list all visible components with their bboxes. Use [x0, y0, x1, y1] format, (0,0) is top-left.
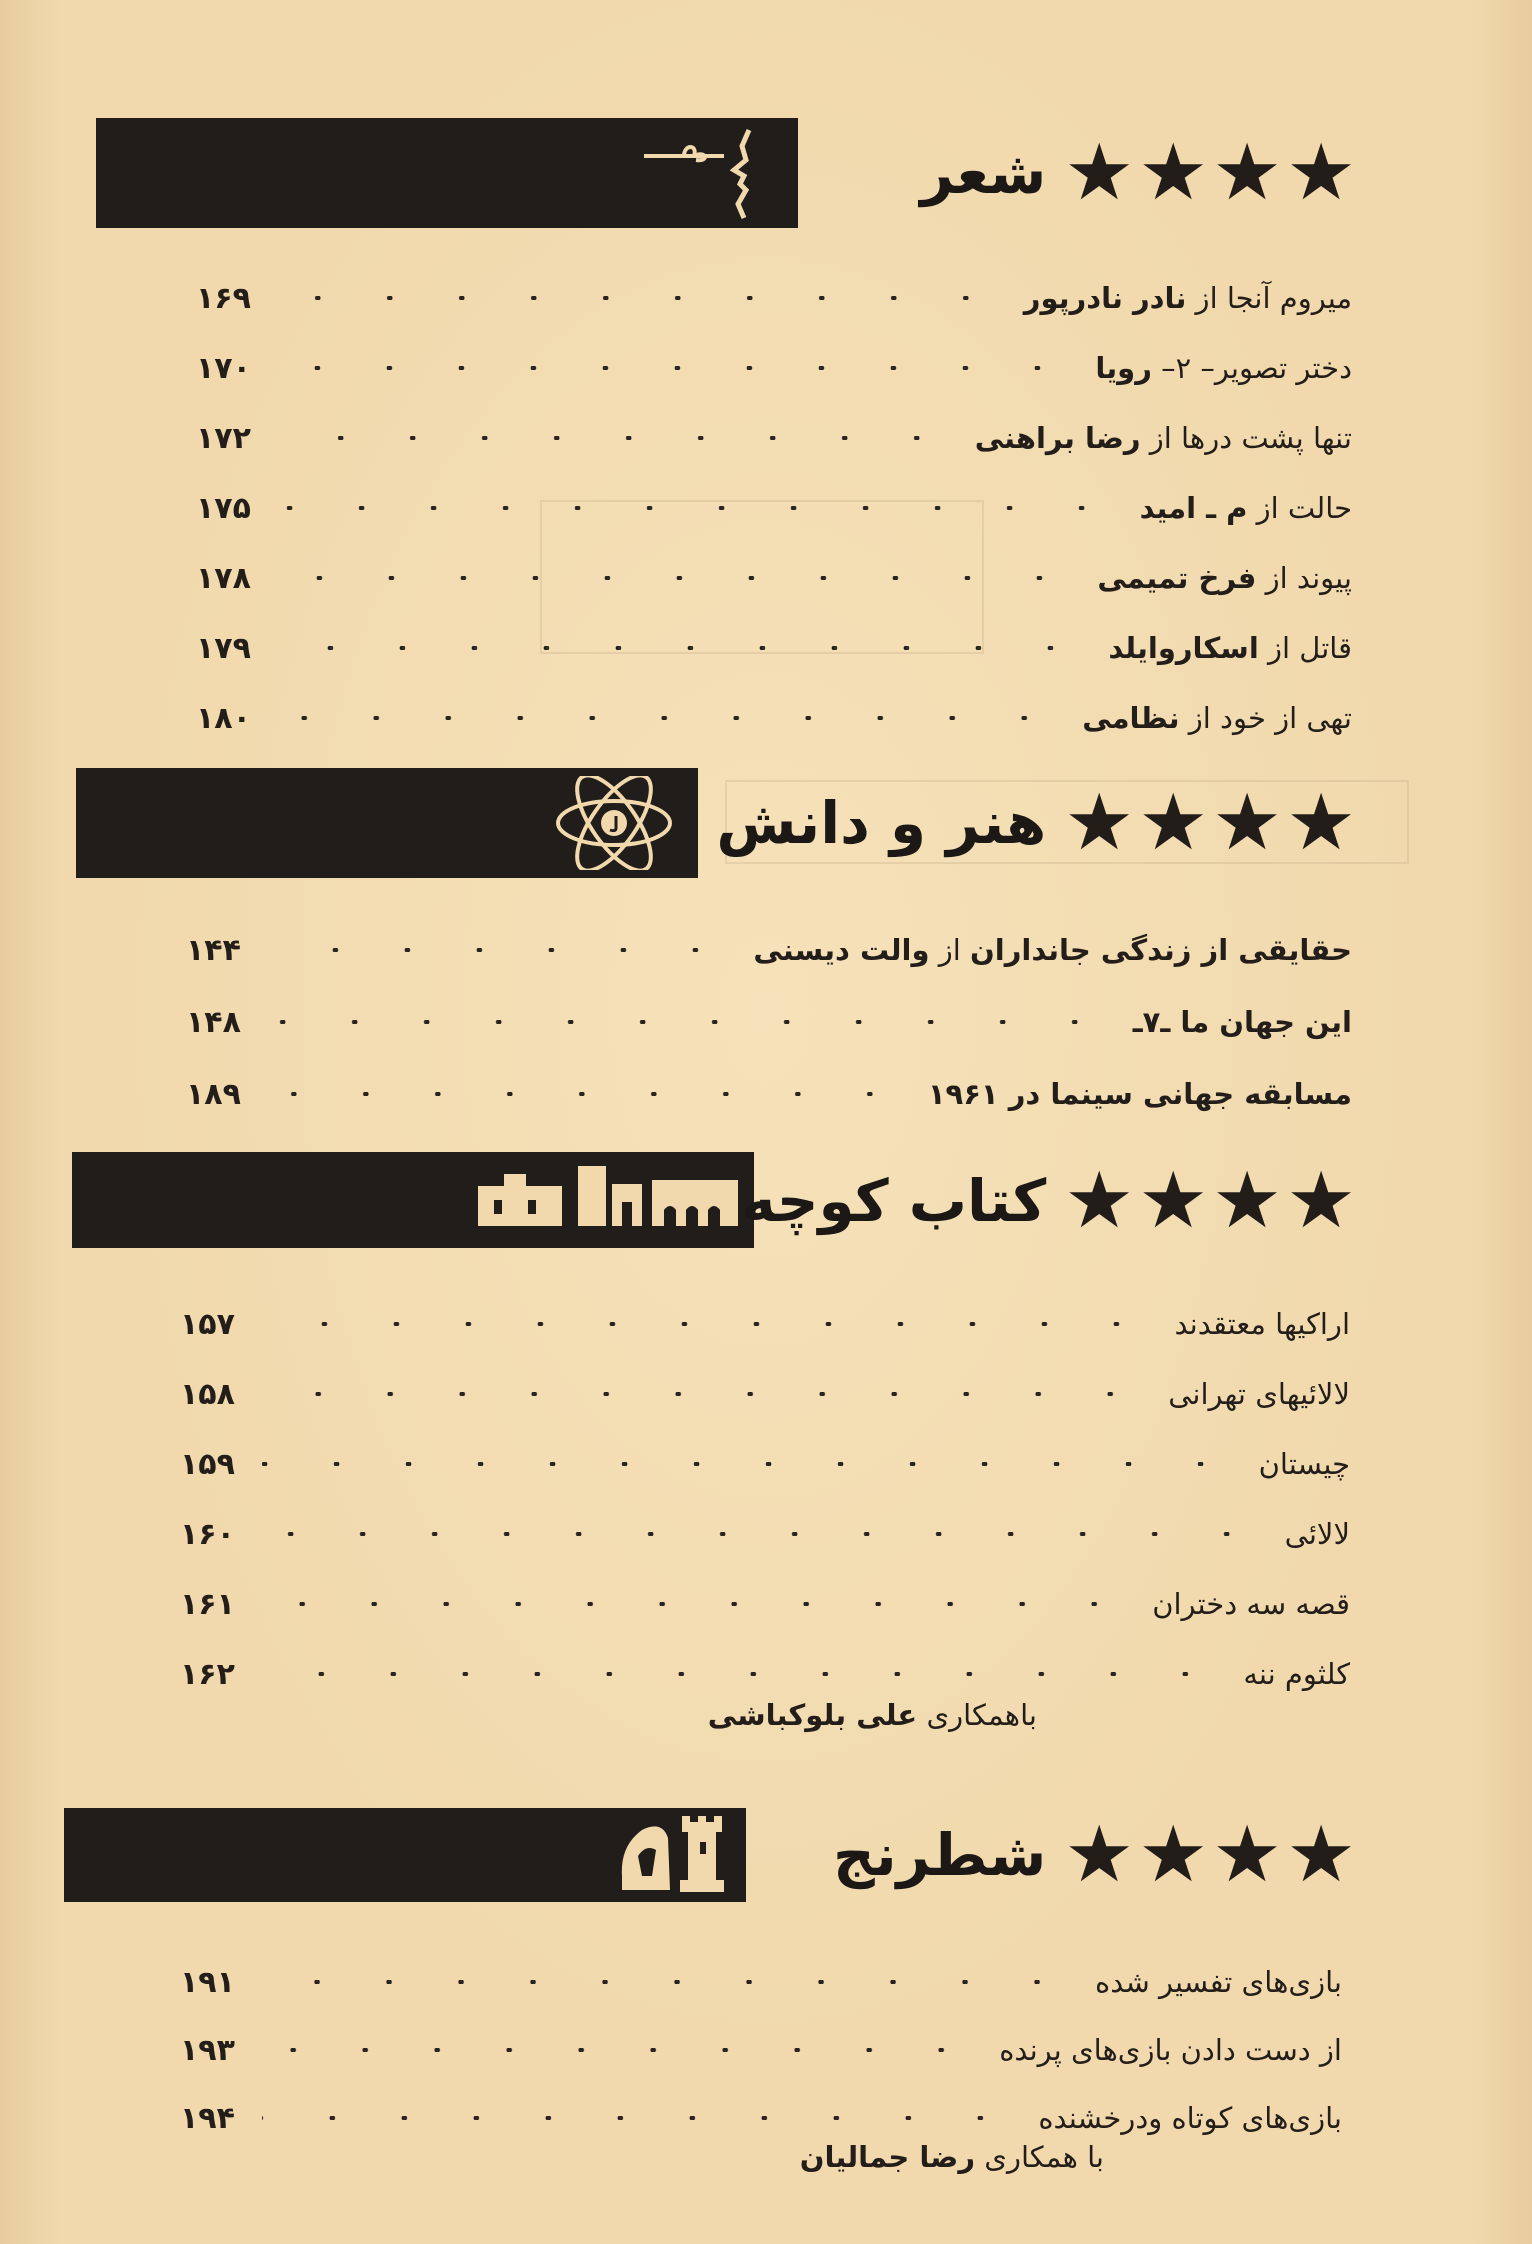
toc-entry[interactable]: [186, 992, 1352, 1052]
heading-wrap: [741, 1146, 1356, 1256]
toc-entry[interactable]: [180, 1504, 1350, 1564]
dot-leader: [278, 716, 1060, 720]
entry-title: [1140, 491, 1352, 525]
entry-author: اسکاروایلد: [1108, 631, 1259, 665]
page-number: ۱۷۸: [196, 560, 251, 596]
page-number: ۱۴۸: [186, 1004, 241, 1040]
dot-leader: [278, 436, 953, 440]
toc-entry[interactable]: [196, 618, 1352, 678]
entry-title: بازی‌های تفسیر شده: [1095, 1965, 1342, 1999]
star-icon: ★: [1212, 778, 1283, 868]
entry-title: قصه سه دختران: [1152, 1587, 1350, 1621]
section-title: هنر و دانش: [716, 789, 1047, 857]
star-icon: ★: [1138, 1810, 1209, 1900]
page-number: ۱۶۲: [180, 1656, 235, 1692]
page-number: ۱۵۷: [180, 1306, 235, 1342]
page-number: ۱۸۹: [186, 1076, 241, 1112]
credit-name: علی بلوکباشی: [707, 1698, 918, 1732]
star-icon: ★: [1212, 128, 1283, 218]
dot-leader: [262, 1392, 1146, 1396]
toc-entry[interactable]: [196, 408, 1352, 468]
toc-entry[interactable]: [196, 688, 1352, 748]
section-title: کتاب کوچه: [741, 1167, 1047, 1235]
entry-title: اراکیها معتقدند: [1174, 1307, 1350, 1341]
toc-entry[interactable]: [180, 1364, 1350, 1424]
entry-author: نظامی: [1082, 701, 1180, 735]
dot-leader: [262, 2116, 1016, 2120]
star-icon: ★: [1212, 1156, 1283, 1246]
dot-leader: [262, 1322, 1152, 1326]
toc-entry[interactable]: [186, 920, 1352, 980]
toc-entry[interactable]: [180, 1574, 1350, 1634]
toc-entry[interactable]: [180, 1294, 1350, 1354]
entry-text: تهی از خود از: [1179, 701, 1352, 735]
face-flower-icon: [614, 126, 784, 220]
section-header-art-science: [76, 768, 1356, 878]
heading-wrap: [796, 1800, 1356, 1910]
section-header-alley-book: [72, 1146, 1356, 1256]
dot-leader: [268, 948, 731, 952]
section-header-poetry: [96, 118, 1356, 228]
header-bar: [72, 1152, 754, 1248]
heading-wrap: [716, 768, 1356, 878]
star-icon: ★: [1064, 1156, 1135, 1246]
entry-text: این جهان ما ـ۷ـ: [1132, 1005, 1352, 1039]
entry-title: چیستان: [1258, 1447, 1350, 1481]
star-icon: ★: [1286, 778, 1356, 868]
heading-wrap: [796, 118, 1356, 228]
header-bar: [64, 1808, 746, 1902]
page-number: ۱۶۹: [196, 280, 251, 316]
entry-text: حالت از: [1247, 491, 1352, 525]
toc-entry[interactable]: [196, 478, 1352, 538]
entry-author: م ـ امید: [1139, 491, 1248, 525]
entry-author: نادر نادرپور: [1023, 281, 1187, 315]
entry-title: [928, 1077, 1352, 1111]
dot-leader: [262, 1532, 1263, 1536]
dot-leader: [268, 1092, 906, 1096]
star-icon: ★: [1064, 778, 1135, 868]
page-number: ۱۹۱: [180, 1964, 235, 2000]
toc-entry[interactable]: [180, 2088, 1342, 2148]
star-icon: ★: [1138, 778, 1209, 868]
star-icon: ★: [1286, 1810, 1356, 1900]
toc-entry[interactable]: [196, 548, 1352, 608]
entry-text: دختر تصویر– ۲–: [1151, 351, 1352, 385]
star-icon: ★: [1286, 128, 1356, 218]
section-credit: [708, 1698, 1037, 1732]
page-number: ۱۴۴: [186, 932, 241, 968]
header-bar: [96, 118, 798, 228]
star-icon: ★: [1212, 1810, 1283, 1900]
entry-text: تنها پشت درها از: [1140, 421, 1352, 455]
entry-text: میروم آنجا از: [1186, 281, 1352, 315]
section-title: شعر: [920, 139, 1047, 207]
entry-text: مسابقه جهانی سینما در ۱۹۶۱: [927, 1077, 1352, 1111]
dot-leader: [262, 1602, 1130, 1606]
dot-leader: [278, 576, 1075, 580]
page-number: ۱۷۲: [196, 420, 251, 456]
stars-decoration: [1064, 1810, 1356, 1900]
page-number: ۱۶۰: [180, 1516, 235, 1552]
toc-entry[interactable]: [196, 338, 1352, 398]
dot-leader: [268, 1020, 1111, 1024]
header-bar: [76, 768, 698, 878]
section-credit: [800, 2140, 1104, 2174]
dot-leader: [262, 1980, 1073, 1984]
star-icon: ★: [1064, 128, 1135, 218]
entry-text: حقایقی از زندگی جانداران: [970, 933, 1352, 967]
star-icon: ★: [1286, 1156, 1356, 1246]
entry-author: رضا براهنی: [974, 421, 1141, 455]
credit-label: با همکاری: [975, 2140, 1104, 2174]
dot-leader: [278, 296, 1002, 300]
entry-title: [1095, 351, 1352, 385]
credit-label: باهمکاری: [917, 1698, 1037, 1732]
page-number: ۱۷۵: [196, 490, 251, 526]
entry-title: [975, 421, 1352, 455]
stars-decoration: [1064, 128, 1356, 218]
dot-leader: [278, 506, 1118, 510]
dot-leader: [262, 1672, 1221, 1676]
entry-author: رویا: [1095, 351, 1152, 385]
chess-pieces-icon: [612, 1816, 732, 1894]
stars-decoration: [1064, 1156, 1356, 1246]
credit-name: رضا جمالیان: [799, 2140, 976, 2174]
entry-title: کلثوم ننه: [1243, 1657, 1350, 1691]
page-number: ۱۵۹: [180, 1446, 235, 1482]
page-number: ۱۹۳: [180, 2032, 235, 2068]
section-header-chess: [64, 1800, 1356, 1910]
entry-title: [753, 933, 1352, 967]
toc-entry[interactable]: [180, 2020, 1342, 2080]
page-number: ۱۷۰: [196, 350, 251, 386]
page-number: ۱۹۴: [180, 2100, 235, 2136]
toc-entry[interactable]: [180, 1952, 1342, 2012]
star-icon: ★: [1064, 1810, 1135, 1900]
entry-title: [1133, 1005, 1352, 1039]
entry-text: قاتل از: [1258, 631, 1352, 665]
toc-entry[interactable]: [196, 268, 1352, 328]
page-number: ۱۵۸: [180, 1376, 235, 1412]
entry-title: [1024, 281, 1352, 315]
entry-text: پیوند از: [1256, 561, 1352, 595]
entry-joiner: از: [929, 933, 971, 967]
entry-title: لالائی: [1284, 1517, 1350, 1551]
toc-entry[interactable]: [180, 1644, 1350, 1704]
entry-title: [1108, 631, 1352, 665]
dot-leader: [262, 2048, 977, 2052]
entry-author: فرخ تمیمی: [1097, 561, 1257, 595]
entry-title: [1082, 701, 1352, 735]
star-icon: ★: [1138, 1156, 1209, 1246]
toc-entry[interactable]: [186, 1064, 1352, 1124]
page-number: ۱۸۰: [196, 700, 251, 736]
village-houses-icon: [474, 1162, 744, 1238]
dot-leader: [262, 1462, 1237, 1466]
page-number: ۱۶۱: [180, 1586, 235, 1622]
entry-title: بازی‌های کوتاه ودرخشنده: [1038, 2101, 1342, 2135]
atom-icon: [544, 776, 684, 870]
dot-leader: [278, 366, 1073, 370]
entry-title: [1097, 561, 1352, 595]
section-title: شطرنج: [833, 1821, 1047, 1889]
stars-decoration: [1064, 778, 1356, 868]
page-number: ۱۷۹: [196, 630, 251, 666]
star-icon: ★: [1138, 128, 1209, 218]
entry-title: لالائیهای تهرانی: [1168, 1377, 1350, 1411]
toc-entry[interactable]: [180, 1434, 1350, 1494]
dot-leader: [278, 646, 1086, 650]
entry-title: از دست دادن بازی‌های پرنده: [999, 2033, 1342, 2067]
entry-author: والت دیسنی: [753, 933, 930, 967]
